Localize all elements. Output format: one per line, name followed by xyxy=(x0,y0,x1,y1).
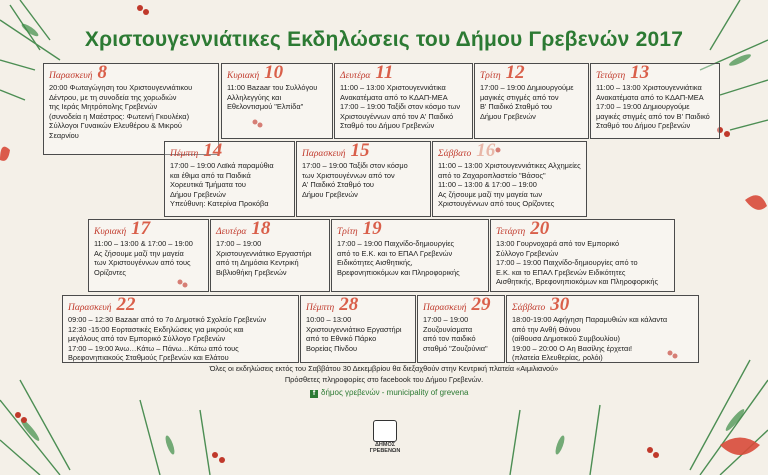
event-header xyxy=(211,220,329,237)
event-description: 20:00 Φωταγώγηση του Χριστουγεννιάτικου Δέντρου, με τη συνοδεία της χορωδιών της Ιεράς Μητρόπολης Γρεβενών (συνοδεία η Μαέστρος: Φωτεινή Γκουλέκα) Σύλλογοι Γυναικών Ελευθέρου & Μικρού Σεαρνίου xyxy=(49,83,193,140)
event-date: 10 xyxy=(264,63,284,83)
event-date: 15 xyxy=(350,141,370,161)
event-date: 30 xyxy=(550,295,570,315)
logo-text: ΔΗΜΟΣ ΓΡΕΒΕΝΩΝ xyxy=(369,442,401,454)
event-cell-19 xyxy=(331,219,489,292)
event-date: 13 xyxy=(630,63,650,83)
facebook-icon: f xyxy=(310,390,318,398)
event-date: 19 xyxy=(362,219,382,239)
event-cell-29 xyxy=(417,295,505,363)
event-description: 18:00-19:00 Αφήγηση Παραμυθιών και κάλαντα από την Ανθή Θάνου (αίθουσα Δημοτικού Συμβουλίου) 19:00 – 20:00 Ο Αη Βασίλης έρχεται! (πλατεία Ελευθερίας, ρολόι) xyxy=(512,315,668,363)
event-description: 11:00 – 13:00 & 17:00 – 19:00 Ας ζήσουμε μαζί την μαγεία των Χριστουγέννων από τους Ορίζοντες xyxy=(94,239,193,277)
event-day: Πέμπτη xyxy=(306,303,335,313)
event-day: Τετάρτη xyxy=(496,227,526,237)
event-cell-28 xyxy=(300,295,416,363)
event-header xyxy=(591,64,719,81)
event-day: Σάββατο xyxy=(512,303,546,313)
event-cell-15 xyxy=(296,141,431,217)
municipality-logo xyxy=(365,420,405,454)
event-header xyxy=(335,64,472,81)
event-header xyxy=(491,220,674,237)
event-cell-22 xyxy=(62,295,299,363)
event-description: 11:00 – 13:00 Χριστουγεννιάτικα Ανακατέματα από το ΚΔΑΠ-ΜΕΑ 17:00 – 19:00 Δημιουργούμε μαγικές στιγμές από τον Β' Παιδικό Σταθμό του Δήμου Γρεβενών xyxy=(596,83,710,131)
event-description: 17:00 – 19:00 Ταξίδι στον κόσμο των Χριστουγέννων από τον Α' Παιδικό Σταθμό του Δήμου Γρεβενών xyxy=(302,161,408,199)
event-description: 17:00 – 19:00 Δημιουργούμε μαγικές στιγμές από τον Β' Παιδικό Σταθμό του Δήμου Γρεβενών xyxy=(480,83,574,121)
event-cell-13 xyxy=(590,63,720,139)
event-day: Δευτέρα xyxy=(216,227,247,237)
event-description: 17:00 – 19:00 Λαϊκά παραμύθια και έθιμα από τα Παιδικά Χορευτικά Τμήματα του Δήμου Γρεβενών Υπεύθυνη: Κατερίνα Προκόβα xyxy=(170,161,274,209)
event-description: 17:00 – 19:00 Χριστουγεννιάτικο Εργαστήρι από τη Δημόσια Κεντρική Βιβλιοθήκη Γρεβενών xyxy=(216,239,312,277)
event-description: 11:00 – 13:00 Χριστουγεννιάτικες Αλχημείες από το Ζαχαροπλαστείο "Βάσος" 11:00 – 13:00 & 17:00 – 19:00 Ας ζήσουμε μαζί την μαγεία των Χριστουγέννων από τους Ορίζοντες xyxy=(438,161,581,209)
event-date: 18 xyxy=(251,219,271,239)
event-header xyxy=(418,296,504,313)
event-day: Παρασκευή xyxy=(68,303,112,313)
event-description: 17:00 – 19:00 Παιχνίδο-δημιουργίες από το Ε.Κ. και το ΕΠΑΛ Γρεβενών Ειδικότητες Αισθητικής, Βρεφονηπιοκόμων και Πληροφορικής xyxy=(337,239,460,277)
event-description: 13:00 Γουρνοχαρά από τον Εμπορικό Σύλλογο Γρεβενών 17:00 – 19:00 Παιχνίδο-δημιουργίες από το Ε.Κ. και το ΕΠΑΛ Γρεβενών Ειδικότητες Αισθητικής, Βρεφονηπιοκόμων και Πληροφορικής xyxy=(496,239,659,287)
facebook-page-name: δήμος γρεβενών - municipality of grevena xyxy=(321,388,469,397)
event-cell-20 xyxy=(490,219,675,292)
page-title: Χριστουγεννιάτικες Εκδηλώσεις του Δήμου Γρεβενών 2017 xyxy=(84,28,684,51)
event-header xyxy=(297,142,430,159)
municipality-emblem-icon xyxy=(373,420,397,442)
event-day: Παρασκευή xyxy=(49,71,93,81)
event-date: 22 xyxy=(116,295,136,315)
facebook-link[interactable] xyxy=(310,388,469,398)
event-header xyxy=(44,64,218,81)
event-date: 16 xyxy=(476,141,496,161)
event-header xyxy=(475,64,588,81)
event-cell-16 xyxy=(432,141,587,217)
event-cell-11 xyxy=(334,63,473,139)
event-date: 14 xyxy=(203,141,223,161)
event-day: Πέμπτη xyxy=(170,149,199,159)
event-day: Παρασκευή xyxy=(423,303,467,313)
event-day: Τρίτη xyxy=(480,71,501,81)
event-cell-14 xyxy=(164,141,295,217)
event-description: 11:00 – 13:00 Χριστουγεννιάτικα Ανακατέματα από το ΚΔΑΠ-ΜΕΑ 17:00 – 19:00 Ταξίδι στον κόσμο των Χριστουγέννων από τον Α' Παιδικό Σταθμό του Δήμου Γρεβενών xyxy=(340,83,461,131)
event-cell-12 xyxy=(474,63,589,139)
event-header xyxy=(301,296,415,313)
event-description: 11:00 Bazaar του Συλλόγου Αλληλεγγύης και Εθελοντισμού "Ελπίδα" xyxy=(227,83,318,112)
event-description: 10:00 – 13:00 Χριστουγεννιάτικο Εργαστήρι από το Εθνικό Πάρκο Βορείας Πίνδου xyxy=(306,315,402,353)
footer-venue-note: Όλες οι εκδηλώσεις εκτός του Σαββάτου 30 Δεκεμβρίου θα διεξαχθούν στην Κεντρική πλατεία «Αιμιλιανού» xyxy=(209,364,559,373)
event-day: Τρίτη xyxy=(337,227,358,237)
event-cell-30 xyxy=(506,295,699,363)
event-day: Παρασκευή xyxy=(302,149,346,159)
event-header xyxy=(332,220,488,237)
event-date: 17 xyxy=(131,219,151,239)
event-cell-10 xyxy=(221,63,333,139)
event-cell-18 xyxy=(210,219,330,292)
event-description: 09:00 – 12:30 Bazaar από το 7ο Δημοτικό Σχολείο Γρεβενών 12:30 -15:00 Εορταστικές Εκδηλώσεις για μικρούς και μεγάλους από τον Εμπορικό Σύλλογο Γρεβενών 17:00 – 19:00 Άνω…Κάτω – Πάνω…Κάτω από τους Βρεφονηπιακούς Σταθμούς Γρεβενών και Ελάτου xyxy=(68,315,267,363)
event-header xyxy=(89,220,208,237)
event-date: 8 xyxy=(97,63,107,83)
event-day: Τετάρτη xyxy=(596,71,626,81)
event-header xyxy=(165,142,294,159)
event-date: 28 xyxy=(339,295,359,315)
event-header xyxy=(433,142,586,159)
event-header xyxy=(222,64,332,81)
event-date: 20 xyxy=(530,219,550,239)
event-day: Κυριακή xyxy=(94,227,127,237)
event-day: Δευτέρα xyxy=(340,71,371,81)
event-header xyxy=(507,296,698,313)
event-date: 12 xyxy=(505,63,525,83)
event-date: 11 xyxy=(375,63,394,83)
event-cell-17 xyxy=(88,219,209,292)
footer-info-note: Πρόσθετες πληροφορίες στο facebook του Δήμου Γρεβενών. xyxy=(284,375,484,384)
event-description: 17:00 – 19:00 Ζουζουνίσματα από τον παιδικό σταθμό "Ζουζούνια" xyxy=(423,315,488,353)
event-header xyxy=(63,296,298,313)
event-date: 29 xyxy=(471,295,491,315)
event-day: Σάββατο xyxy=(438,149,472,159)
event-day: Κυριακή xyxy=(227,71,260,81)
